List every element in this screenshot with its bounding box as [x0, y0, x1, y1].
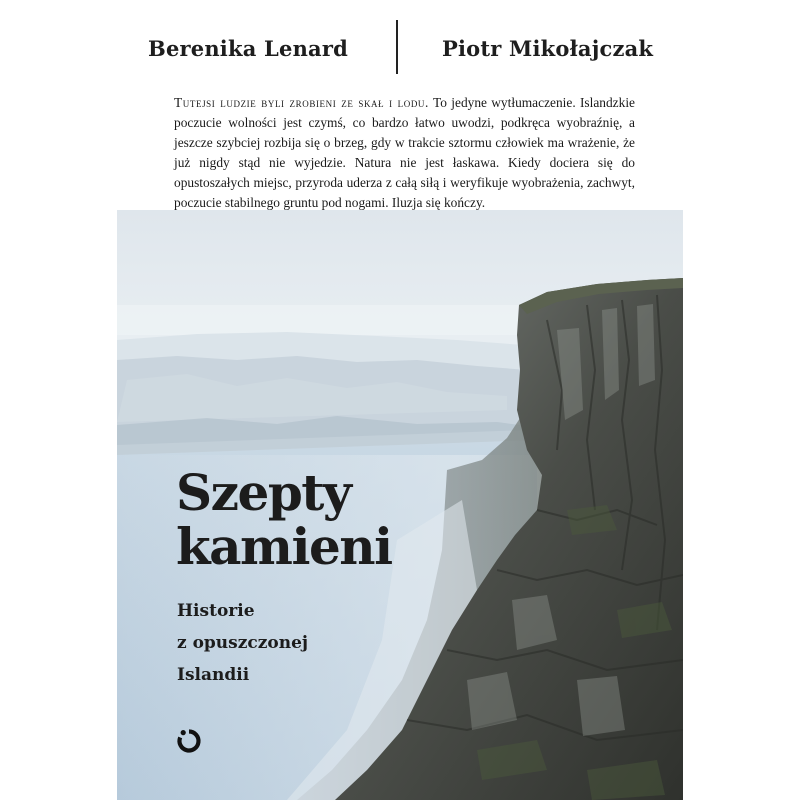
- blurb-lead: Tutejsi ludzie byli zrobieni ze skał i lodu.: [174, 95, 429, 110]
- book-subtitle-line-1: Historie: [177, 601, 255, 621]
- book-title: [176, 463, 392, 576]
- author-name-left: Berenika Lenard: [148, 36, 348, 61]
- publisher-logo-icon: [176, 728, 202, 754]
- authors-bar: [0, 18, 800, 74]
- book-subtitle: [177, 595, 308, 691]
- author-divider: [396, 20, 398, 74]
- author-name-right: Piotr Mikołajczak: [442, 36, 654, 61]
- book-title-line-1: Szepty: [176, 463, 351, 522]
- blurb-body: To jedyne wytłumaczenie. Islandzkie poczucie wolności jest czymś, co bardzo łatwo uwodzi, podkręca wyobraźnię, a jeszcze szybciej rozbija się o brzeg, gdy w trakcie sztormu człowiek ma wrażenie, że już nigdy stąd nie wyjedzie. Natura nie jest łaskawa. Kiedy dociera się do opustoszałych miejsc, przyroda uderza z całą siłą i weryfikuje wyobrażenia, zachwyt, poczucie stabilnego gruntu pod nogami. Iluzja się kończy.: [174, 95, 635, 210]
- book-subtitle-line-3: Islandii: [177, 665, 250, 685]
- book-title-line-2: kamieni: [176, 517, 392, 576]
- book-subtitle-line-2: z opuszczonej: [177, 633, 309, 653]
- back-blurb: [174, 93, 635, 213]
